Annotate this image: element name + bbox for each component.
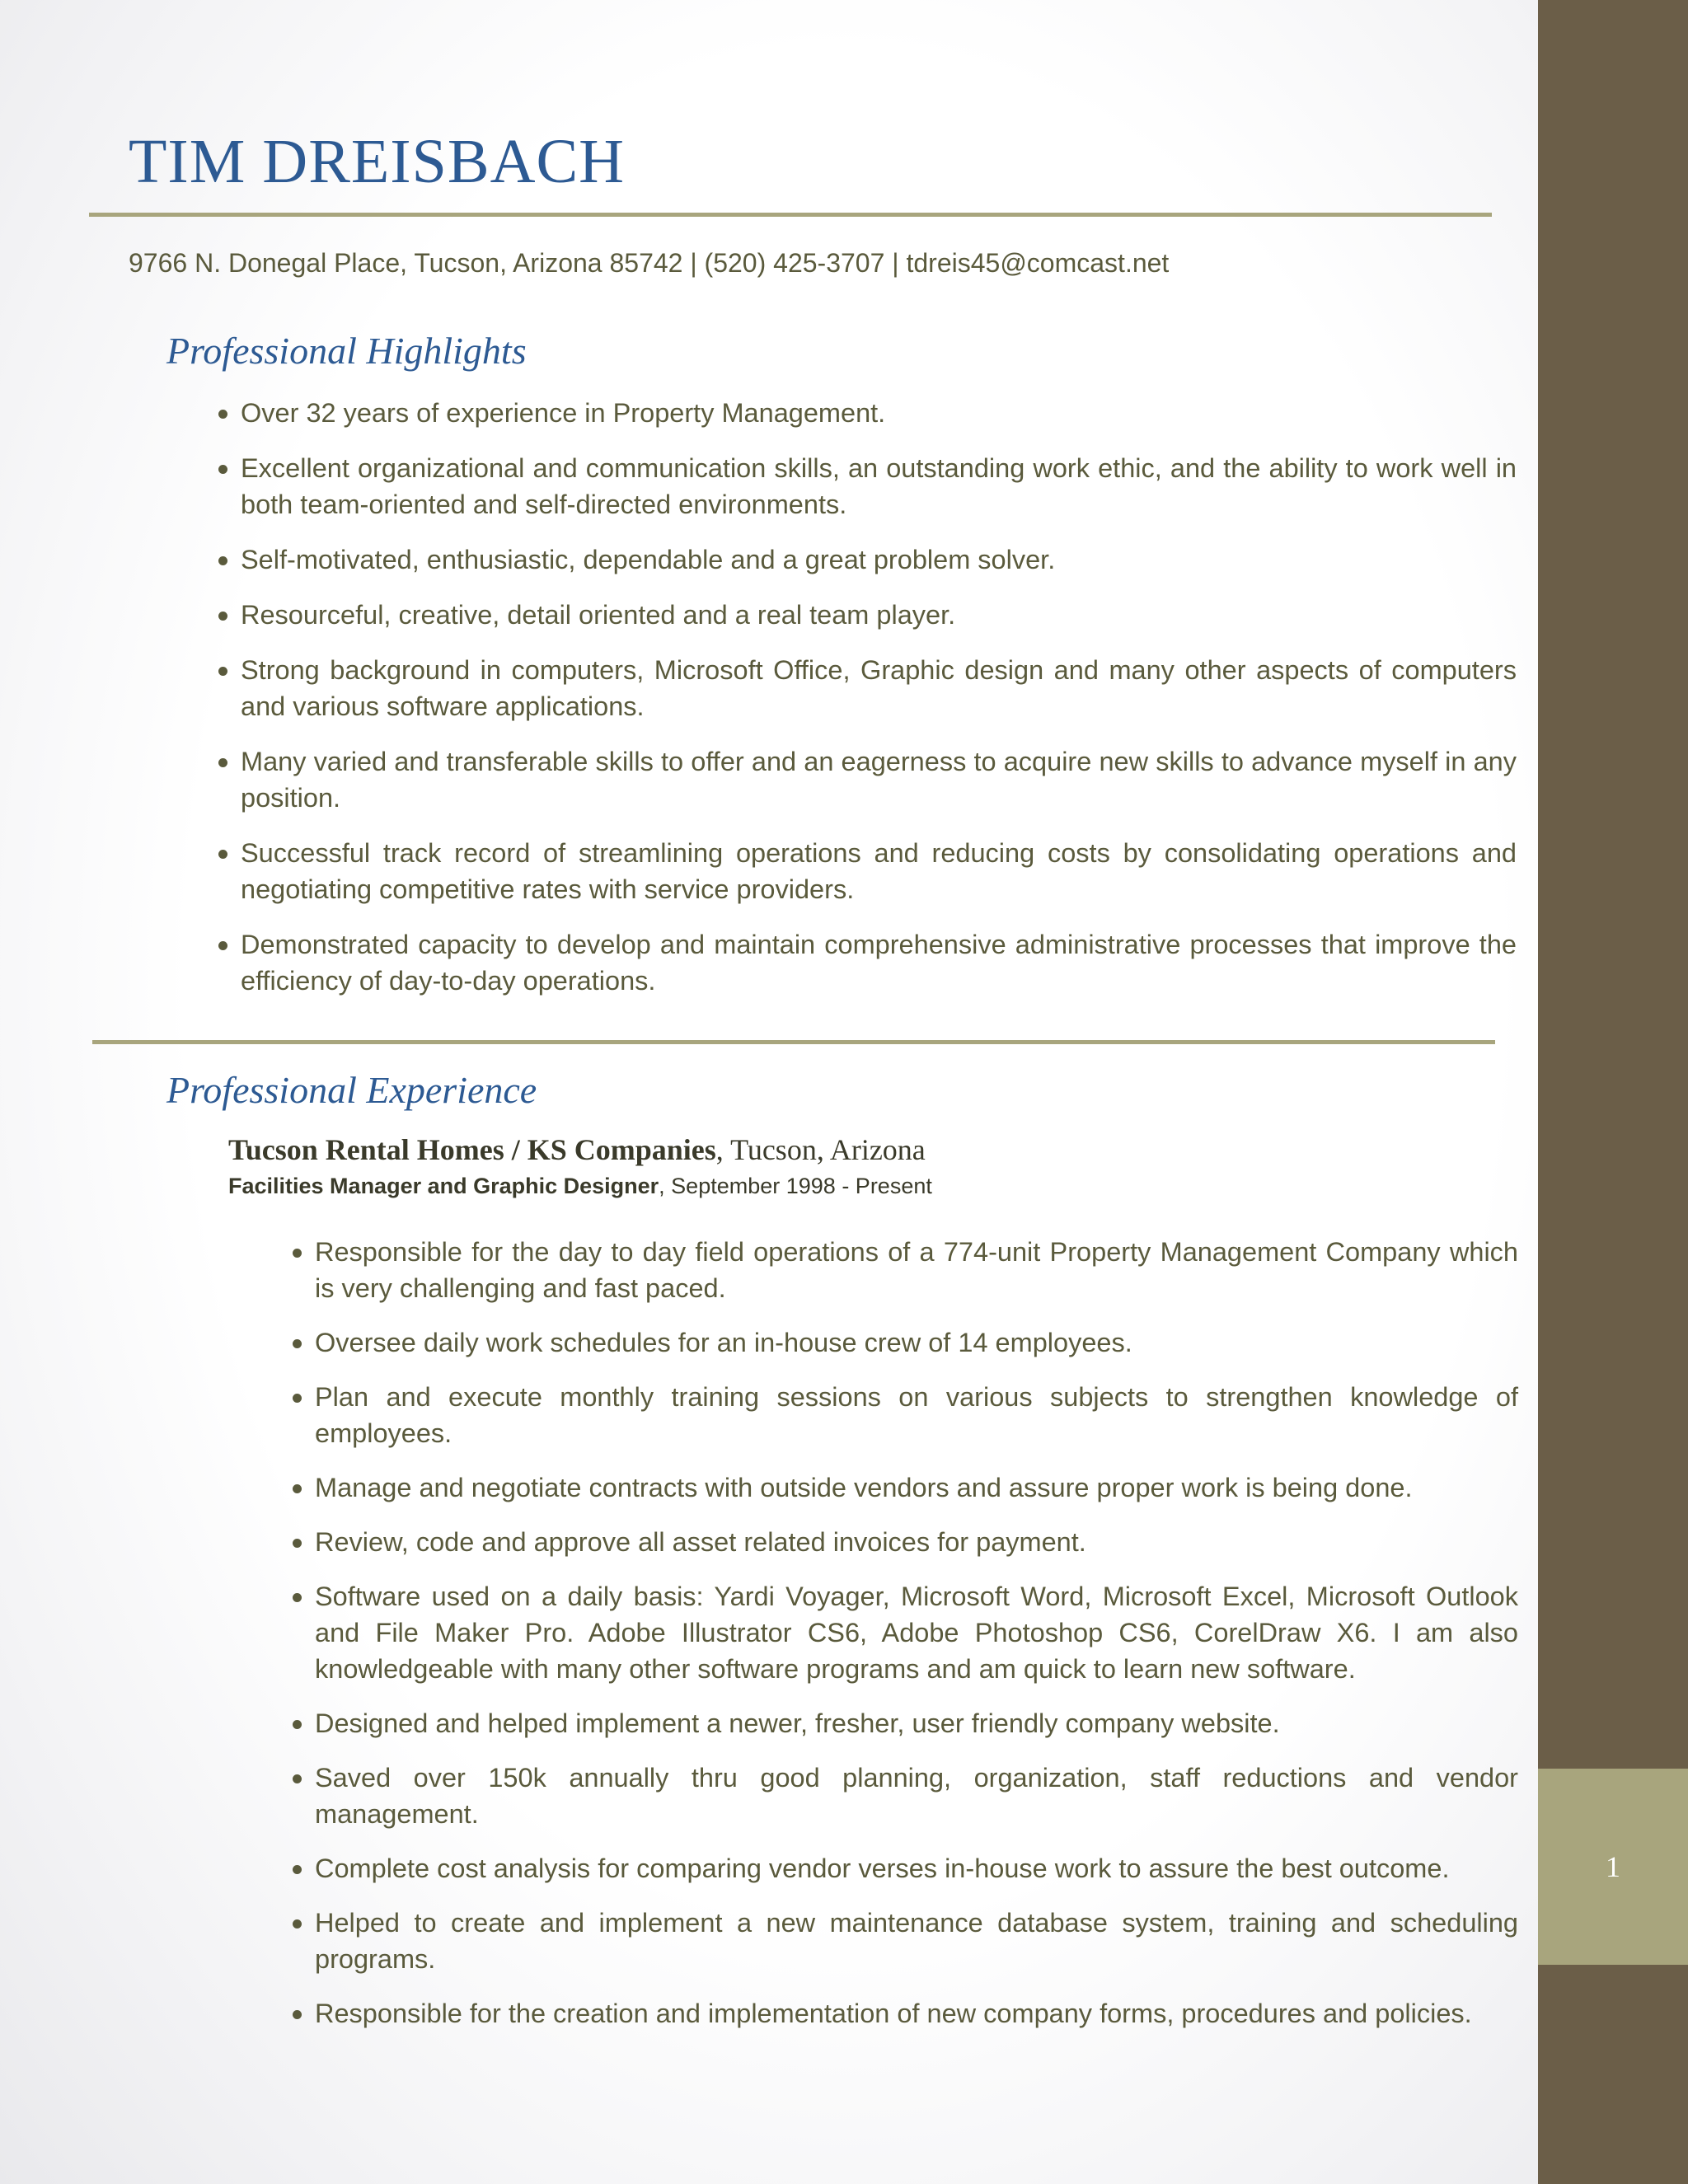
resume-name: TIM DREISBACH bbox=[129, 127, 626, 196]
highlight-item: Resourceful, creative, detail oriented and a real team player. bbox=[241, 597, 1517, 633]
highlight-item: Demonstrated capacity to develop and maintain comprehensive administrative processes that improve the efficiency of day-to-day operations. bbox=[241, 926, 1517, 999]
highlights-list bbox=[241, 395, 1517, 1018]
section-title-experience: Professional Experience bbox=[166, 1069, 537, 1111]
role-line bbox=[228, 1174, 932, 1199]
highlight-item: Self-motivated, enthusiastic, dependable and a great problem solver. bbox=[241, 541, 1517, 578]
page-number-tab bbox=[1538, 1769, 1688, 1965]
highlight-item: Strong background in computers, Microsoft Office, Graphic design and many other aspects of computers and various software applications. bbox=[241, 652, 1517, 724]
experience-item: Responsible for the day to day field operations of a 774-unit Property Management Company which is very challenging and fast paced. bbox=[315, 1234, 1518, 1306]
experience-item: Saved over 150k annually thru good planning, organization, staff reductions and vendor management. bbox=[315, 1760, 1518, 1832]
section-title-highlights: Professional Highlights bbox=[166, 330, 527, 372]
experience-item: Manage and negotiate contracts with outside vendors and assure proper work is being done. bbox=[315, 1469, 1518, 1506]
job-dates: , September 1998 - Present bbox=[659, 1174, 932, 1198]
highlight-item: Over 32 years of experience in Property Management. bbox=[241, 395, 1517, 431]
experience-item: Review, code and approve all asset related invoices for payment. bbox=[315, 1524, 1518, 1560]
experience-item: Complete cost analysis for comparing vendor verses in-house work to assure the best outcome. bbox=[315, 1850, 1518, 1886]
company-location: , Tucson, Arizona bbox=[715, 1133, 926, 1166]
highlight-item: Excellent organizational and communication skills, an outstanding work ethic, and the ability to work well in both team-oriented and self-directed environments. bbox=[241, 450, 1517, 523]
experience-item: Plan and execute monthly training sessions on various subjects to strengthen knowledge of employees. bbox=[315, 1379, 1518, 1451]
experience-item: Helped to create and implement a new maintenance database system, training and scheduling programs. bbox=[315, 1905, 1518, 1977]
experience-list bbox=[315, 1234, 1518, 2050]
job-title: Facilities Manager and Graphic Designer bbox=[228, 1174, 659, 1198]
header-divider bbox=[89, 213, 1492, 217]
experience-item: Software used on a daily basis: Yardi Voyager, Microsoft Word, Microsoft Excel, Microsoft Outlook and File Maker Pro. Adobe Illustrator CS6, Adobe Photoshop CS6, CorelDraw X6. I am also knowledgeable with many other software programs and am quick to learn new software. bbox=[315, 1578, 1518, 1687]
contact-info: 9766 N. Donegal Place, Tucson, Arizona 85742 | (520) 425-3707 | tdreis45@comcast.net bbox=[129, 248, 1170, 278]
section-divider bbox=[92, 1040, 1495, 1044]
experience-item: Responsible for the creation and implementation of new company forms, procedures and policies. bbox=[315, 1995, 1518, 2032]
company-name: Tucson Rental Homes / KS Companies bbox=[228, 1133, 716, 1166]
highlight-item: Many varied and transferable skills to offer and an eagerness to acquire new skills to advance myself in any position. bbox=[241, 743, 1517, 816]
experience-item: Designed and helped implement a newer, fresher, user friendly company website. bbox=[315, 1705, 1518, 1741]
employer-line bbox=[228, 1134, 926, 1167]
page-number: 1 bbox=[1606, 1850, 1620, 1883]
experience-item: Oversee daily work schedules for an in-house crew of 14 employees. bbox=[315, 1324, 1518, 1361]
highlight-item: Successful track record of streamlining operations and reducing costs by consolidating operations and negotiating competitive rates with service providers. bbox=[241, 835, 1517, 907]
